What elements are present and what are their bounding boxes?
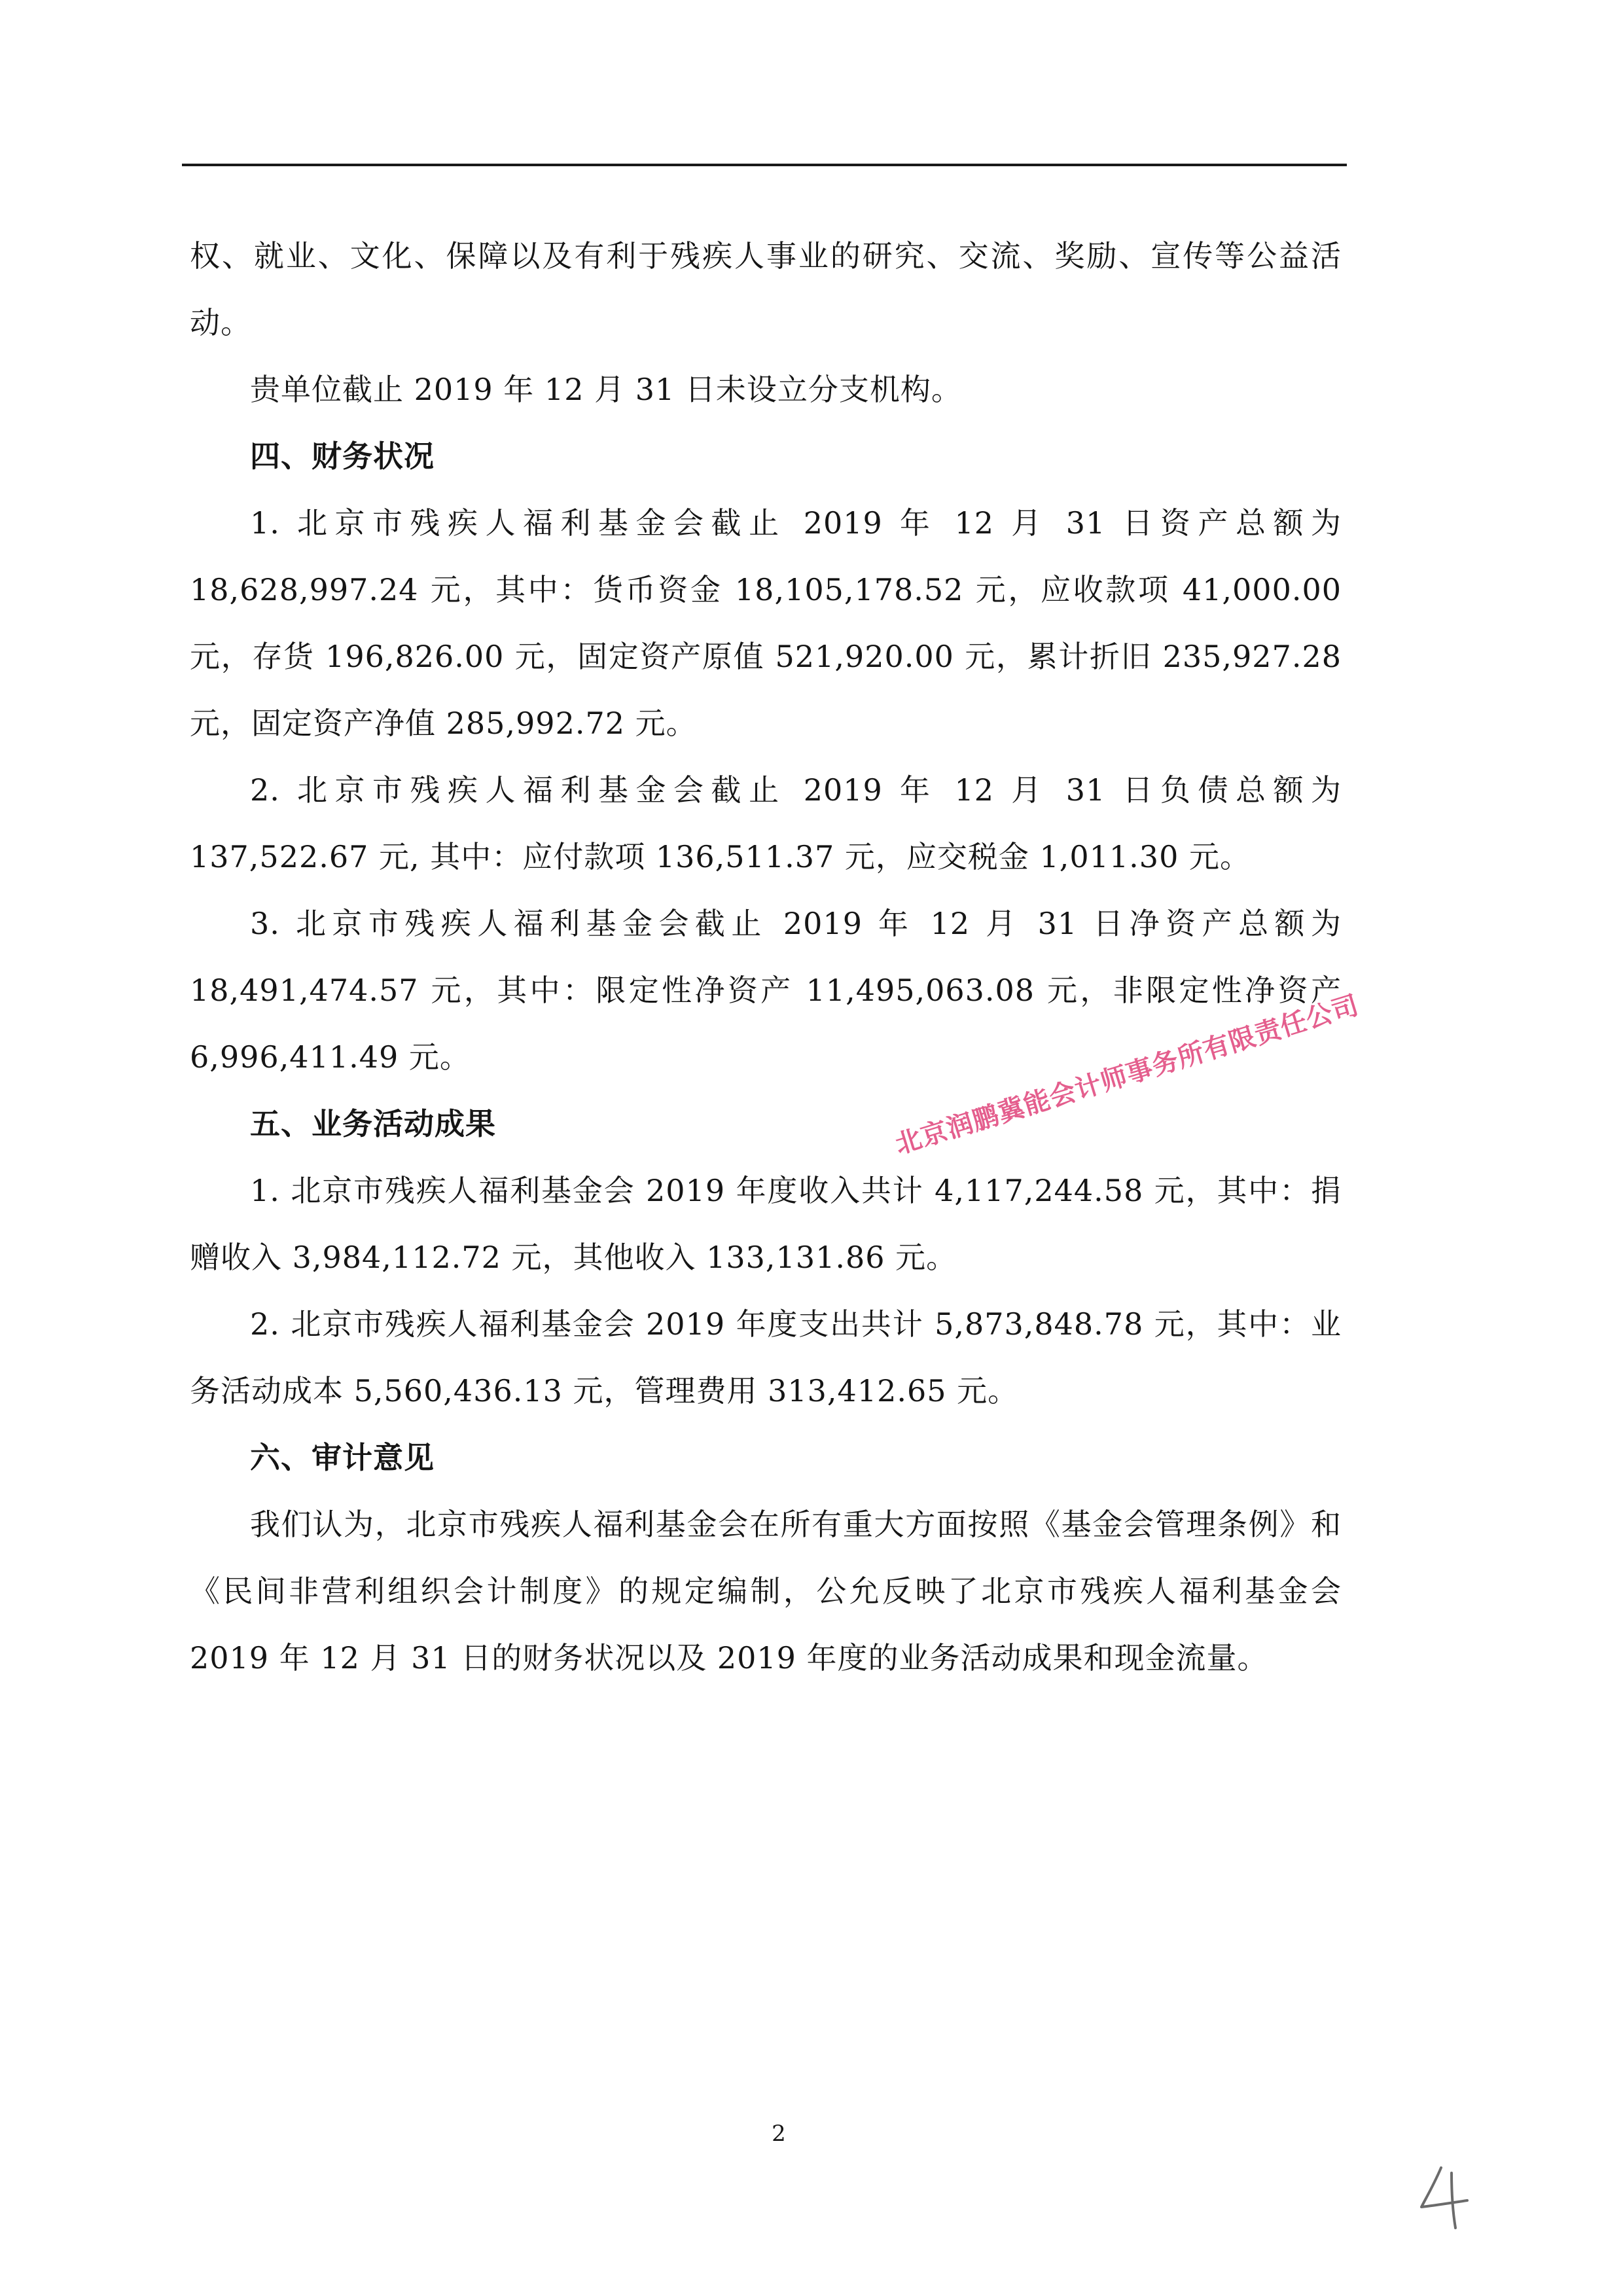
paragraph-expenses: 2. 北京市残疾人福利基金会 2019 年度支出共计 5,873,848.78 元，其中：业务活动成本 5,560,436.13 元，管理费用 313,412.65 元。 [190, 1306, 1342, 1408]
section-heading-activity-results: 五、业务活动成果 [250, 1106, 496, 1141]
paragraph-assets: 1. 北京市残疾人福利基金会截止 2019 年 12 月 31 日资产总额为 18,628,997.24 元，其中：货币资金 18,105,178.52 元，应收款项 41,000.00 元，存货 196,826.00 元，固定资产原值 521,920.00 元，累计折旧 235,927.28 元，固定资产净值 285,992.72 元。 [190, 505, 1342, 741]
firm-seal-stamp: 北京润鹏冀能会计师事务所有限责任公司 [891, 990, 1363, 1160]
page-number: 2 [772, 2121, 786, 2147]
paragraph-liabilities: 2. 北京市残疾人福利基金会截止 2019 年 12 月 31 日负债总额为 137,522.67 元, 其中：应付款项 136,511.37 元，应交税金 1,011.30 元。 [190, 772, 1342, 874]
paragraph-continuation: 权、就业、文化、保障以及有利于残疾人事业的研究、交流、奖励、宣传等公益活动。 [190, 238, 1342, 340]
paragraph-net-assets: 3. 北京市残疾人福利基金会截止 2019 年 12 月 31 日净资产总额为 18,491,474.57 元，其中：限定性净资产 11,495,063.08 元，非限定性净资产 6,996,411.49 元。 [190, 906, 1342, 1075]
paragraph-branch-note: 贵单位截止 2019 年 12 月 31 日未设立分支机构。 [250, 372, 962, 407]
paragraph-audit-opinion: 我们认为，北京市残疾人福利基金会在所有重大方面按照《基金会管理条例》和《民间非营利组织会计制度》的规定编制，公允反映了北京市残疾人福利基金会 2019 年 12 月 31 日的财务状况以及 2019 年度的业务活动成果和现金流量。 [190, 1507, 1342, 1676]
section-heading-audit-opinion: 六、审计意见 [250, 1440, 435, 1475]
handwritten-page-mark [1414, 2160, 1479, 2232]
header-rule [182, 164, 1347, 166]
section-heading-financial-status: 四、财务状况 [250, 439, 435, 474]
paragraph-income: 1. 北京市残疾人福利基金会 2019 年度收入共计 4,117,244.58 元，其中：捐赠收入 3,984,112.72 元，其他收入 133,131.86 元。 [190, 1173, 1342, 1275]
document-body [190, 223, 1363, 1691]
